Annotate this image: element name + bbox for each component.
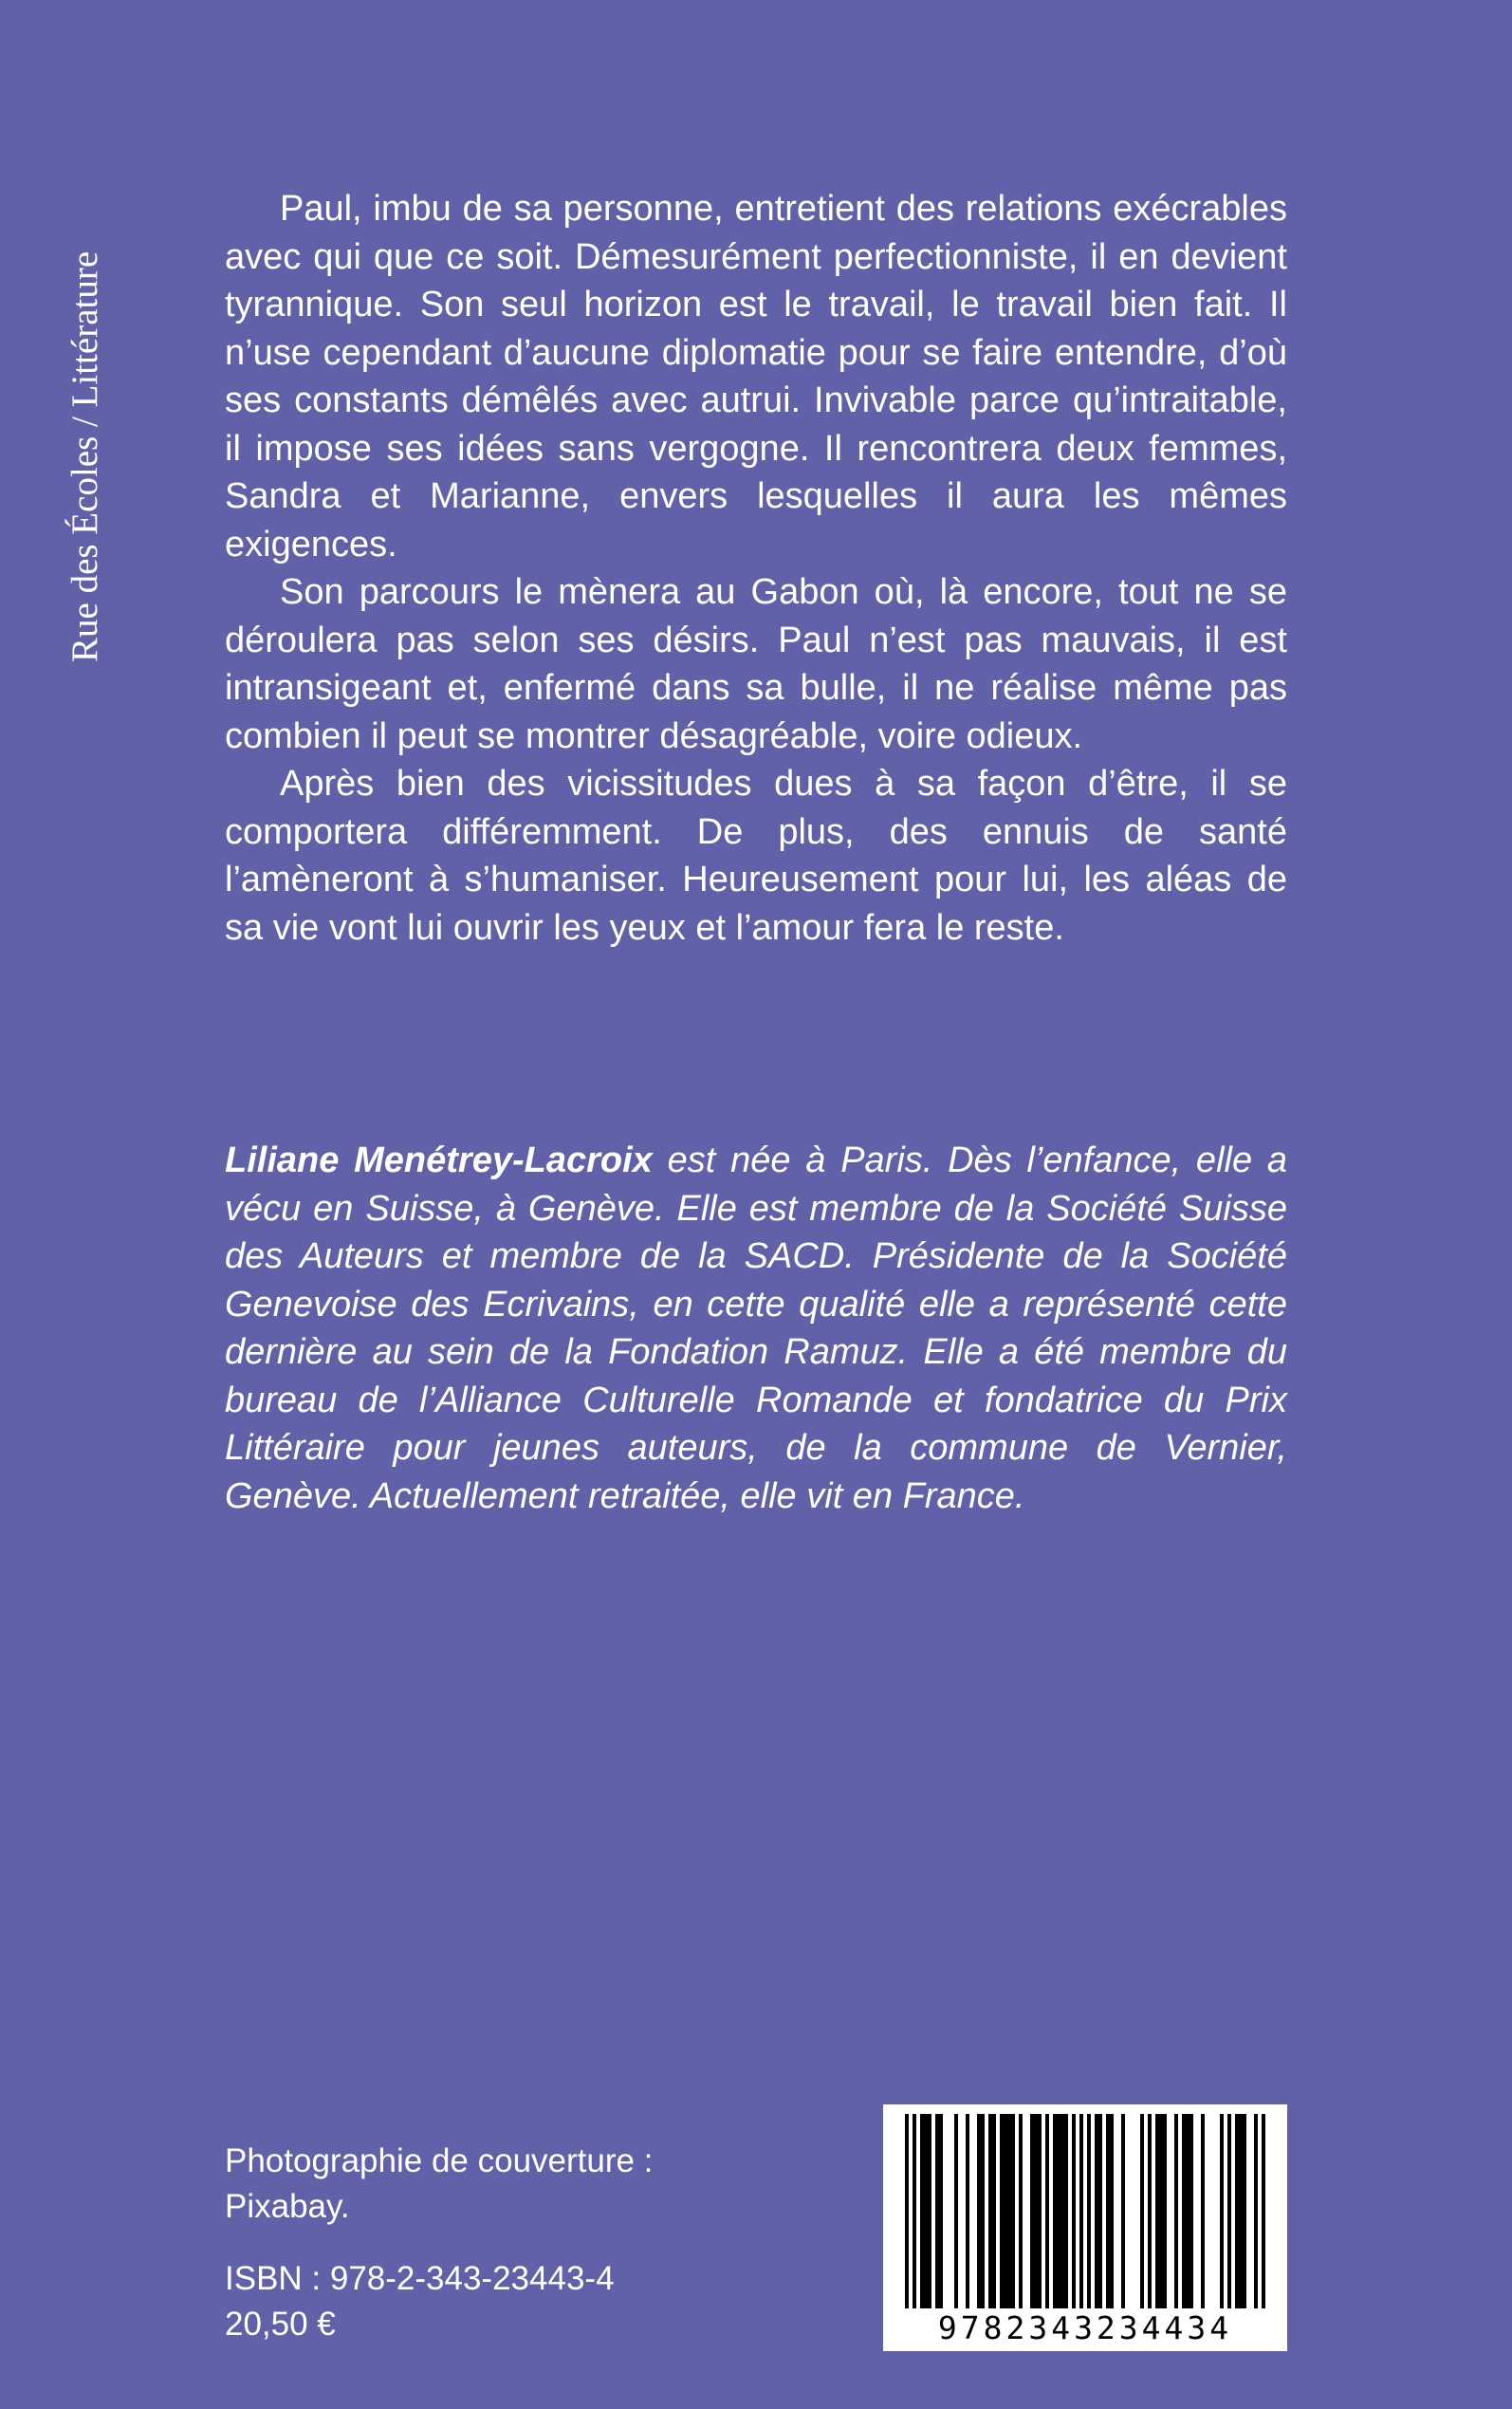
barcode-bar: [1262, 2114, 1265, 2308]
barcode-bar: [1254, 2114, 1258, 2308]
barcode-bar: [1030, 2114, 1034, 2308]
barcode-bar: [1243, 2114, 1246, 2308]
barcode-bar: [1053, 2114, 1057, 2308]
barcode-bar: [913, 2114, 916, 2308]
barcode-bar: [1159, 2114, 1163, 2308]
barcode-number: 9782343234434: [937, 2309, 1233, 2346]
barcode-bar: [1148, 2114, 1152, 2308]
barcode-bars: [883, 2104, 1287, 2313]
barcode-bar: [1019, 2114, 1023, 2308]
barcode-bar: [1087, 2114, 1091, 2308]
barcode-bar: [1000, 2114, 1004, 2308]
barcode-bar: [954, 2114, 958, 2308]
barcode-bar: [1155, 2114, 1159, 2308]
isbn-barcode: [883, 2104, 1287, 2351]
barcode-bar: [1060, 2114, 1064, 2308]
summary-paragraph: Son parcours le mènera au Gabon où, là encore, tout ne se déroulera pas selon ses désirs. Paul n’est pas mauvais, il est intransigeant et, enfermé dans sa bulle, il ne réalise même pas combien il peut se montrer désagréable, voire odieux.: [225, 572, 1287, 756]
barcode-bar: [1045, 2114, 1049, 2308]
barcode-bar: [966, 2114, 969, 2308]
price: 20,50 €: [225, 2306, 336, 2343]
photo-credit-source: Pixabay.: [225, 2188, 350, 2225]
bio-text: est née à Paris. Dès l’enfance, elle a vécu en Suisse, à Genève. Elle est membre de la Société Suisse des Auteurs et membre de la SACD. Présidente de la Société Genevoise des Ecrivains, en cette qualité elle a représenté cette dernière au sein de la Fondation Ramuz. Elle a été membre du bureau de l’Alliance Culturelle Romande et fondatrice du Prix Littéraire pour jeunes auteurs, de la commune de Vernier, Genève. Actuellement retraitée, elle vit en France.: [225, 1140, 1288, 1516]
author-biography: [225, 1137, 1287, 1520]
barcode-bar: [1057, 2114, 1060, 2308]
barcode-bar: [1034, 2114, 1038, 2308]
barcode-bar: [1186, 2114, 1189, 2308]
barcode-bar: [1220, 2114, 1224, 2308]
barcode-bar: [1189, 2114, 1193, 2308]
barcode-bar: [1121, 2114, 1125, 2308]
barcode-bar: [1004, 2114, 1007, 2308]
barcode-bar: [1182, 2114, 1186, 2308]
author-name: Liliane Menétrey-Lacroix: [225, 1140, 653, 1180]
barcode-bar: [1098, 2114, 1102, 2308]
barcode-bar: [935, 2114, 939, 2308]
barcode-bar: [977, 2114, 981, 2308]
barcode-bar: [1106, 2114, 1110, 2308]
spine-collection-label: Rue des Écoles / Littérature: [65, 250, 105, 662]
barcode-bar: [1235, 2114, 1239, 2308]
barcode-bar: [1038, 2114, 1042, 2308]
barcode-bar: [1072, 2114, 1076, 2308]
barcode-bar: [1140, 2114, 1144, 2308]
isbn: ISBN : 978-2-343-23443-4: [225, 2260, 615, 2297]
barcode-bar: [1079, 2114, 1083, 2308]
barcode-bar: [1095, 2114, 1098, 2308]
barcode-bar: [1163, 2114, 1167, 2308]
barcode-bar: [905, 2114, 909, 2308]
bio-paragraph: [225, 1137, 1287, 1520]
credits-block: [225, 2139, 653, 2347]
summary-paragraph: Paul, imbu de sa personne, entretient des relations exécrables avec qui que ce soit. Démesurément perfectionniste, il en devient tyrannique. Son seul horizon est le travail, le travail bien fait. Il n’use cependant d’aucune diplomatie pour se faire entendre, d’où ses constants démêlés avec autrui. Invivable parce qu’intraitable, il impose ses idées sans vergogne. Il rencontrera deux femmes, Sandra et Marianne, envers lesquelles il aura les mêmes exigences.: [225, 189, 1287, 565]
barcode-bar: [1110, 2114, 1114, 2308]
barcode-bar: [988, 2114, 992, 2308]
barcode-bar: [1201, 2114, 1205, 2308]
barcode-bar: [1227, 2114, 1231, 2308]
barcode-bar: [1064, 2114, 1068, 2308]
photo-credit-label: Photographie de couverture :: [225, 2142, 654, 2179]
barcode-bar: [920, 2114, 924, 2308]
summary-paragraph: Après bien des vicissitudes dues à sa façon d’être, il se comportera différemment. De plus, des ennuis de santé l’amèneront à s’humaniser. Heureusement pour lui, les aléas de sa vie vont lui ouvrir les yeux et l’amour fera le reste.: [225, 764, 1287, 948]
barcode-bar: [981, 2114, 985, 2308]
barcode-bar: [1007, 2114, 1011, 2308]
back-cover-summary: [225, 185, 1287, 952]
barcode-bar: [939, 2114, 943, 2308]
barcode-bar: [928, 2114, 931, 2308]
barcode-bar: [992, 2114, 996, 2308]
barcode-bar: [1174, 2114, 1178, 2308]
barcode-bar: [1011, 2114, 1015, 2308]
barcode-bar: [924, 2114, 928, 2308]
barcode-bar: [1239, 2114, 1243, 2308]
